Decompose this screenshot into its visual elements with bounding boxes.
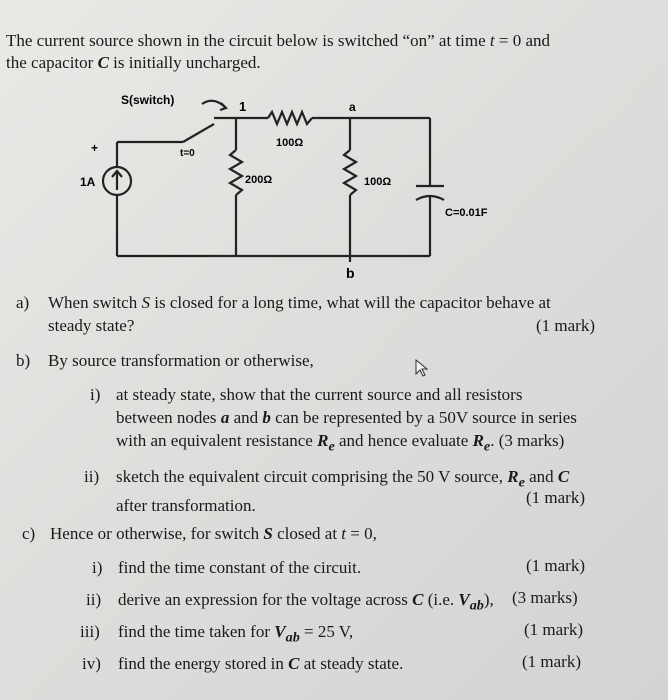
question-c-iii-label: iii) <box>80 622 100 641</box>
qciii-v-sub: ab <box>285 629 300 646</box>
qbii-pre: sketch the equivalent circuit comprising the 50 V source, <box>116 467 503 486</box>
qcii-mid: (i.e. <box>427 590 455 609</box>
mouse-cursor-icon <box>414 359 428 377</box>
node-1-label: 1 <box>239 99 247 114</box>
qbi-l3-mid: and hence evaluate <box>339 431 469 450</box>
question-c-text <box>50 522 377 545</box>
qbii-r-sub: e <box>518 474 525 491</box>
node-b-label: b <box>346 265 355 281</box>
qciii-v-var: V <box>274 622 286 641</box>
qa-pre: When switch <box>48 293 138 312</box>
qbi-re2-var: R <box>472 431 484 450</box>
qa-post: is closed for a long time, what will the capacitor behave at <box>154 293 551 312</box>
qcii-c-var: C <box>412 590 424 609</box>
qbi-a-var: a <box>220 408 230 427</box>
qbi-b-var: b <box>262 408 271 427</box>
qbii-c-var: C <box>557 467 570 486</box>
qcii-pre: derive an expression for the voltage across <box>118 590 408 609</box>
intro-t-var: t <box>489 31 495 50</box>
qcii-v-sub: ab <box>469 597 484 614</box>
qcii-v-var: V <box>458 590 470 609</box>
intro-line2-pre: the capacitor <box>6 53 94 72</box>
qbi-re-sub: e <box>328 438 335 455</box>
question-b-i-label: i) <box>90 385 101 404</box>
qbii-and: and <box>529 467 554 486</box>
qcii-post: ), <box>483 590 494 609</box>
question-b-i-text <box>116 383 646 458</box>
intro-line2-post: is initially uncharged. <box>113 53 261 72</box>
qbi-line1: at steady state, show that the current source and all resistors <box>116 385 523 404</box>
qc-mid: closed at <box>277 524 338 543</box>
question-a-mark: (1 mark) <box>536 316 596 335</box>
qc-t-var: t <box>341 524 347 543</box>
qc-post: = 0, <box>350 524 377 543</box>
qbi-re-var: R <box>317 431 329 450</box>
qbii-line2: after transformation. <box>116 496 256 516</box>
intro-eq0: = 0 and <box>498 31 551 50</box>
qbi-l3-pre: with an equivalent resistance <box>116 431 313 450</box>
source-label: 1A <box>80 175 96 189</box>
question-c-i-text: find the time constant of the circuit. <box>118 558 362 577</box>
intro-line1: The current source shown in the circuit below is switched “on” at time <box>6 31 486 50</box>
question-b-ii-mark: (1 mark) <box>526 488 586 507</box>
qciv-post: at steady state. <box>303 654 404 673</box>
qbi-l2-and: and <box>233 408 259 427</box>
question-a-label: a) <box>16 293 30 312</box>
qc-pre: Hence or otherwise, for switch <box>50 524 260 543</box>
question-b-label: b) <box>16 351 31 370</box>
question-a <box>16 291 29 314</box>
question-c-i-label: i) <box>92 558 103 577</box>
question-c-ii-text <box>118 588 494 617</box>
qbi-l2-post: can be represented by a 50V source in series <box>275 408 577 427</box>
question-b-ii-label: ii) <box>84 467 100 486</box>
qbi-l3-post: . (3 marks) <box>490 431 565 450</box>
qciv-c-var: C <box>288 654 300 673</box>
shunt-resistor-2-label: 100Ω <box>364 176 392 188</box>
qbi-l2-pre: between nodes <box>116 408 217 427</box>
qa-s-var: S <box>141 293 150 312</box>
qciii-post: = 25 V, <box>304 622 354 641</box>
question-c-ii-mark: (3 marks) <box>512 588 578 607</box>
qbii-r-var: R <box>507 467 519 486</box>
question-b-text: By source transformation or otherwise, <box>48 351 314 370</box>
qbi-re2-sub: e <box>483 438 491 455</box>
intro-c-var: C <box>97 53 109 72</box>
capacitor-label: C=0.01F <box>445 207 488 219</box>
node-a-label: a <box>349 100 356 114</box>
series-resistor-label: 100Ω <box>276 137 304 149</box>
qa-line2: steady state? <box>48 316 135 335</box>
question-c-iii-text <box>118 620 353 649</box>
shunt-resistor-1-label: 200Ω <box>245 174 273 186</box>
question-c-i-mark: (1 mark) <box>526 556 586 575</box>
question-c-ii-label: ii) <box>86 590 102 609</box>
switch-label: S(switch) <box>121 93 175 107</box>
question-c-iv-label: iv) <box>82 654 101 673</box>
question-c-iv-text <box>118 652 403 675</box>
question-c-iv-mark: (1 mark) <box>522 652 582 671</box>
question-c-label: c) <box>22 524 36 543</box>
switch-time-label: t=0 <box>180 148 195 159</box>
qciv-pre: find the energy stored in <box>118 654 284 673</box>
qciii-pre: find the time taken for <box>118 622 271 641</box>
qc-s-var: S <box>263 524 273 543</box>
question-c-iii-mark: (1 mark) <box>524 620 584 639</box>
svg-text:+: + <box>91 141 99 155</box>
